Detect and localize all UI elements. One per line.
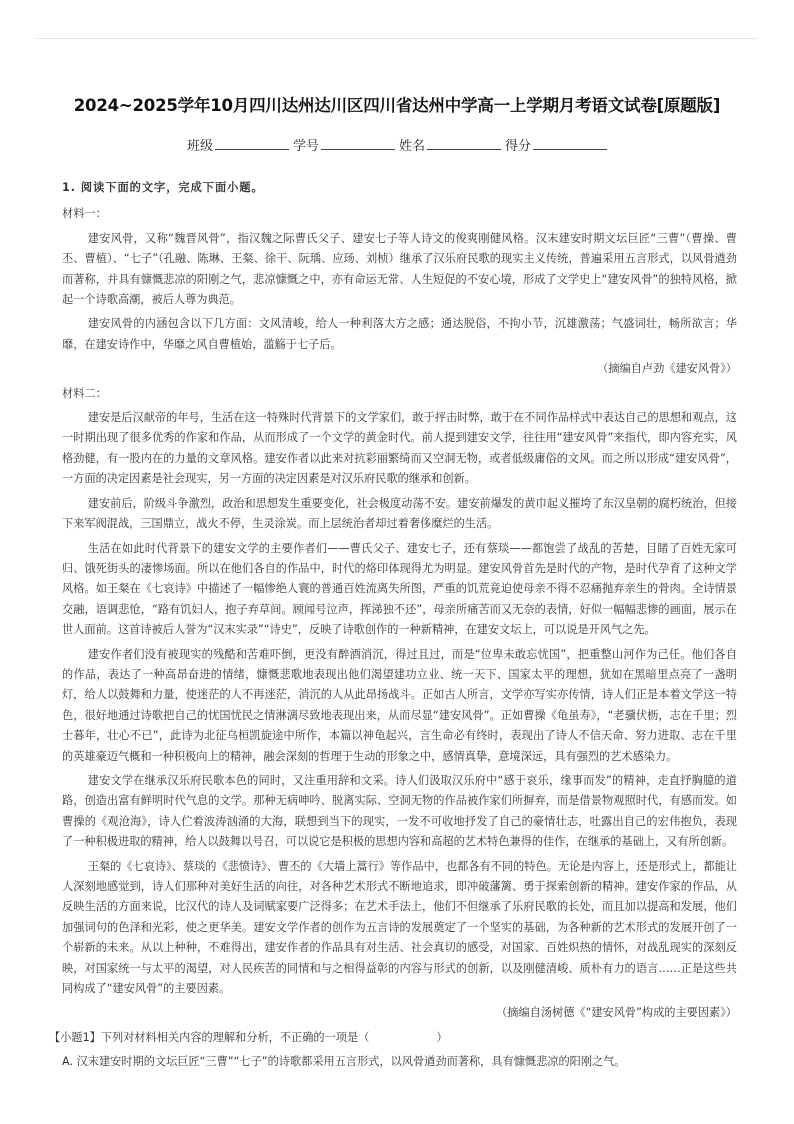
material-2-paragraph: 建安文学在继承汉乐府民歌本色的同时，又注重用辞和文采。诗人们汲取汉乐府中“感于哀乐，缘事而发”的精神，走直抒胸臆的道路，创造出富有鲜明时代气息的文学。那种无病呻吟、脱离实际、空洞无物的作品被作家们所摒弃，而是借景物观照时代，有感而发。如曹操的《观沧海》，诗人伫着波涛汹涌的大海，联想到当下的现实，一发不可收地抒发了自己的豪情壮志，吐露出自己的宏伟抱负，表现了一种积极进取的精神，给人以鼓舞以号召，可以说它是积极的思想内容和高超的艺术特色兼得的佳作，在继承的基础上，又有所创新。 (62, 773, 737, 849)
material-1-paragraph: 建安风骨的内涵包含以下几方面：文风清峻，给人一种利落大方之感；通达脱俗，不拘小节，沉雄激荡；气盛词壮，畅所欲言；华靡，在建安诗作中，华靡之风自曹植始，滥觞于七子后。 (62, 317, 737, 351)
material-2-paragraph: 建安是后汉献帝的年号，生活在这一特殊时代背景下的文学家们，敢于抨击时弊，敢于在不同作品样式中表达自己的思想和观点，这一时期出现了很多优秀的作家和作品，从而形成了一个文学的黄金时代。前人提到建安文学，往往用“建安风骨”来指代，即内容充实，风格劲健，有一股内在的力量的文章风格。建安作者以此来对抗彩丽繁绮而又空洞无物，或者低级庸俗的文风。而之所以形成“建安风骨”，一方面的决定因素是社会现实，另一方面的决定因素是对汉乐府民歌的继承和创新。 (62, 411, 737, 486)
number-blank[interactable] (321, 137, 395, 150)
material-2-source: （摘编自汤树德《“建安风骨”构成的主要因素》） (496, 1006, 737, 1020)
number-label: 学号 (292, 139, 319, 154)
material-2-paragraph: 建安前后，阶级斗争激烈，政治和思想发生重要变化，社会极度动荡不安。建安前爆发的黄巾起义摧垮了东汉皇朝的腐朽统治，但接下来军阀混战，三国鼎立，战火不停，生灵涂炭。而上层统治者却过着奢侈糜烂的生活。 (62, 496, 737, 531)
score-label: 得分 (505, 139, 532, 154)
subquestion-1-stem: 【小题1】下列对材料相关内容的理解和分析，不正确的一项是（ ） (49, 1030, 448, 1044)
material-2-label: 材料二： (62, 386, 107, 400)
material-1-source: （摘编自卢劲《建安风骨》） (597, 362, 737, 376)
page-title: 2024~2025学年10月四川达州达川区四川省达州中学高一上学期月考语文试卷[原题版] (73, 96, 721, 115)
exam-content (49, 178, 737, 1073)
top-divider (36, 38, 758, 39)
subquestion-1-option-a[interactable]: A. 汉末建安时期的文坛巨匠“三曹”“七子”的诗歌都采用五言形式，以风骨遒劲而著称，具有慷慨悲凉的阳刚之气。 (62, 1055, 626, 1069)
student-info-line (0, 135, 794, 154)
name-blank[interactable] (427, 137, 501, 150)
score-blank[interactable] (533, 137, 607, 150)
material-2-paragraph: 王粲的《七哀诗》、蔡琰的《悲愤诗》、曹丕的《大墙上蒿行》等作品中，也都各有不同的特色。无论是内容上，还是形式上，都能让人深刻地感觉到，诗人们那种对美好生活的向往，对各种艺术形式不断地追求，即冲破藩篱、勇于探索创新的精神。建安作家的作品，从反映生活的方面来说，比汉代的诗人及词赋家要广泛得多；在艺术手法上，他们不但继承了乐府民歌的长处，而且加以提高和发展，他们加强词句的色泽和光彩，使之更华美。建安文学作者的创作为五言诗的发展奠定了一个坚实的基础，为各种新的艺术形式的发展开创了一个崭新的未来。从以上种种，不难得出，建安作者的作品具有对生活、社会真切的感受，对国家、百姓炽热的情怀，对战乱现实的深刻反映，对国家统一与太平的渴望，对人民疾苦的同情和与之相得益彰的内容与形式的创新，以及刚健清峻、质朴有力的语言……正是这些共同构成了“建安风骨”的主要因素。 (62, 859, 737, 996)
material-2-paragraph: 生活在如此时代背景下的建安文学的主要作者们——曹氏父子、建安七子，还有蔡琰——都饱尝了战乱的苦楚，目睹了百姓无家可归、饿死街头的凄惨场面。所以在他们各自的作品中，时代的烙印体现得尤为明显。建安风骨首先是时代的产物，是时代孕育了这种文学风格。如王粲在《七哀诗》中描述了一幅惨绝人寰的普通百姓流离失所图，严重的饥荒竟迫使母亲不得不忍痛抛弃亲生的骨肉。全诗情景交融，语调悲怆，“路有饥妇人，抱子弃草间。顾闻号泣声，挥涕独不还”，母亲所痛苦而又无奈的表情，好似一幅幅悲惨的画面，展示在世人面前。这首诗被后人誉为“汉末实录”“诗史”，反映了诗歌创作的一种新精神，在建安文坛上，可以说是开风气之先。 (62, 541, 737, 637)
class-label: 班级 (186, 139, 213, 154)
class-blank[interactable] (215, 137, 289, 150)
material-2-paragraph: 建安作者们没有被现实的残酷和苦难吓倒，更没有醉酒消沉，得过且过，而是“位卑未敢忘忧国”，把重整山河作为己任。他们各自的作品，表达了一种高昂奋进的情绪，慷慨悲歌地表现出他们渴望建功立业、统一天下、国家太平的理想，犹如在黑暗里点亮了一盏明灯，给人以鼓舞和力量，使迷茫的人不再迷茫，消沉的人从此昂扬战斗。正如古人所言，文学亦写实亦传情，诗人们正是本着文学这一特色，很好地通过诗歌把自己的忧国忧民之情淋漓尽致地表现出来，从而尽显“建安风骨”。正如曹操《龟虽寿》，“老骥伏枥，志在千里；烈士暮年，壮心不已”，此诗为北征乌桓凯旋途中所作，本篇以神龟起兴，言生命必有终时，表现出了诗人不信天命、努力进取、志在千里的英雄豪迈气概和一种积极向上的精神，融会深刻的哲理于生动的形象之中，感情真挚，意境深远，具有强烈的艺术感染力。 (62, 647, 737, 763)
question-1-heading: 1. 阅读下面的文字，完成下面小题。 (62, 181, 264, 194)
material-1-paragraph: 建安风骨，又称“魏晋风骨”，指汉魏之际曹氏父子、建安七子等人诗文的俊爽刚健风格。汉末建安时期文坛巨匠“三曹”（曹操、曹丕、曹植）、“七子”（孔融、陈琳、王粲、徐干、阮瑀、应玚、刘桢）继承了汉乐府民歌的现实主义传统，普遍采用五言形式，以风骨遒劲而著称，并具有慷慨悲凉的阳刚之气，悲凉慷慨之中，亦有命运无常、人生短促的不安心境，形成了文学史上“建安风骨”的独特风格，掀起一个诗歌高潮，被后人尊为典范。 (62, 231, 737, 307)
material-1-label: 材料一： (62, 207, 107, 221)
name-label: 姓名 (399, 139, 426, 154)
